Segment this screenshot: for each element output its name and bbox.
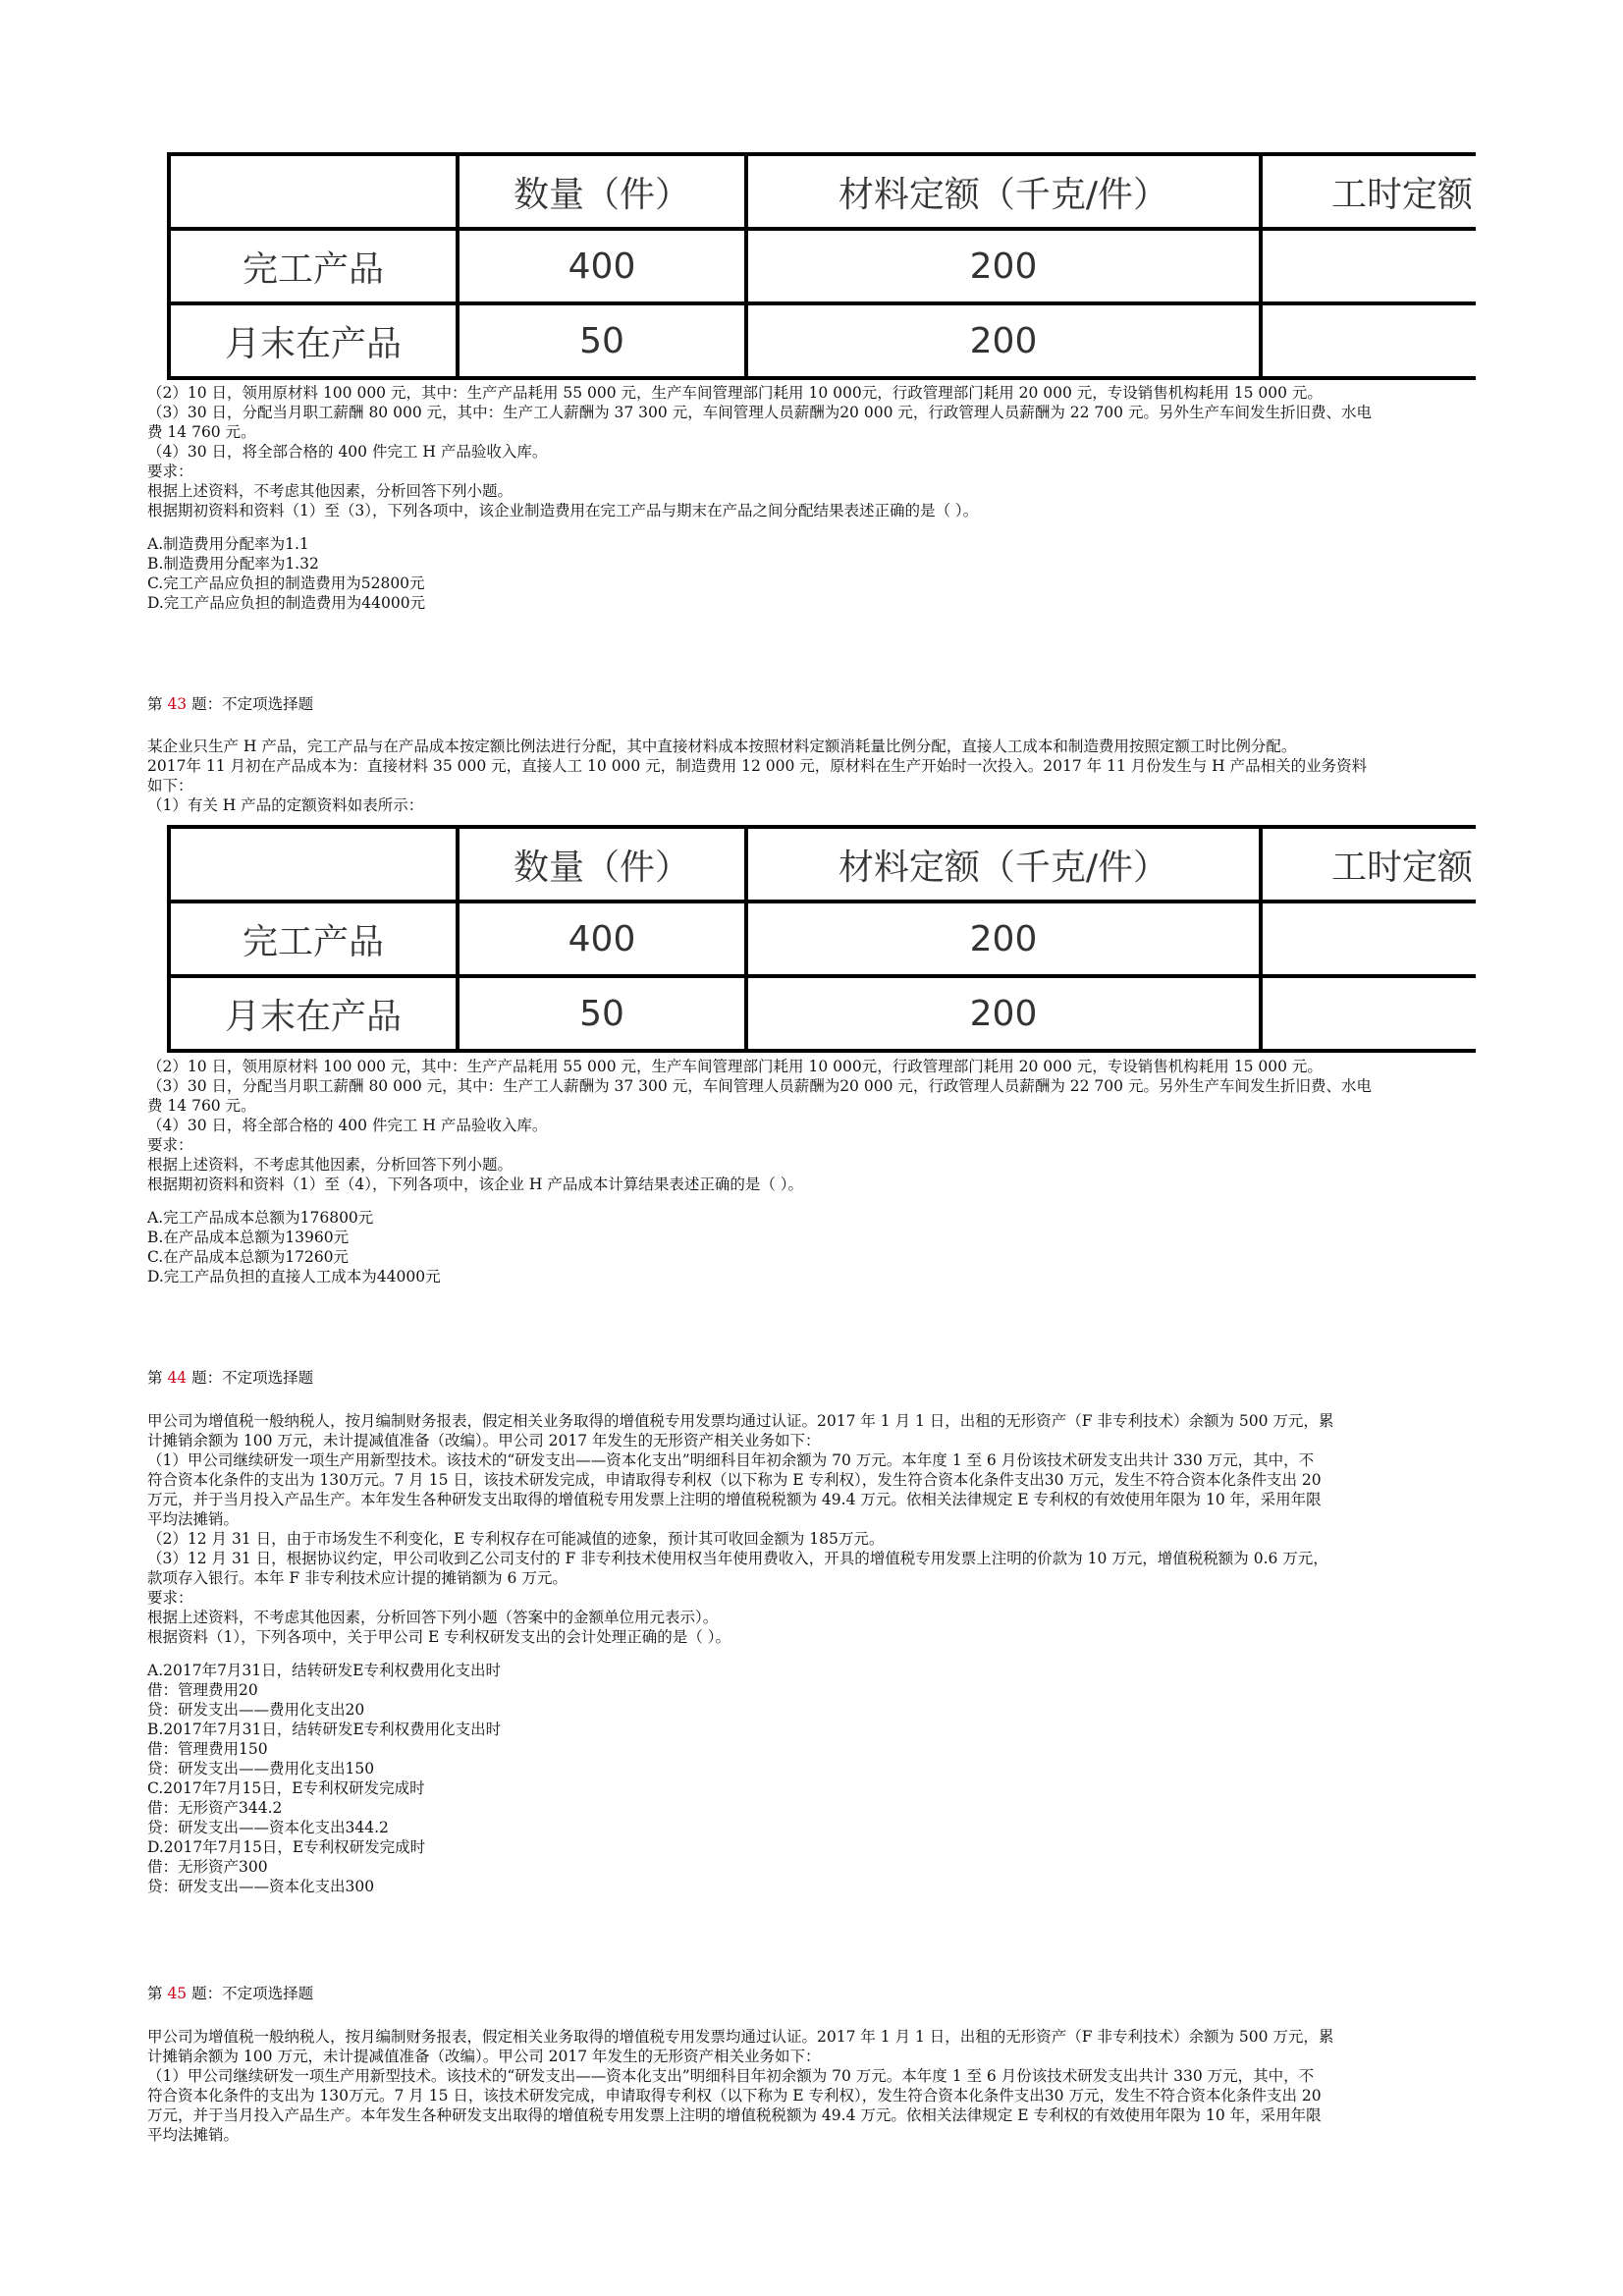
answer-option: A.制造费用分配率为1.1 bbox=[147, 535, 309, 553]
text-line: （1）有关 H 产品的定额资料如表所示： bbox=[147, 796, 424, 814]
table-header-row bbox=[169, 827, 1476, 902]
table-row bbox=[169, 303, 1476, 378]
text-line: 根据上述资料，不考虑其他因素，分析回答下列小题（答案中的金额单位用元表示）。 bbox=[147, 1609, 719, 1626]
answer-option: 贷：研发支出——资本化支出300 bbox=[147, 1878, 375, 1895]
answer-option: 借：管理费用20 bbox=[147, 1681, 258, 1699]
table-header-cell: 材料定额（千克/件） bbox=[746, 154, 1261, 229]
table-header-row bbox=[169, 154, 1476, 229]
text-line: 要求： bbox=[147, 1136, 193, 1154]
table-cell bbox=[1261, 229, 1476, 303]
question-number: 44 bbox=[167, 1369, 188, 1387]
question-number: 45 bbox=[167, 1985, 188, 2002]
text-line: （4）30 日，将全部合格的 400 件完工 H 产品验收入库。 bbox=[147, 443, 548, 461]
table-cell: 400 bbox=[458, 902, 746, 976]
table-cell: 完工产品 bbox=[169, 902, 458, 976]
text-line: （2）10 日，领用原材料 100 000 元，其中：生产产品耗用 55 000 元，生产车间管理部门耗用 10 000元，行政管理部门耗用 20 000 元，专设销售机构耗用 15 000 元。 bbox=[147, 1058, 1323, 1075]
text-line: 计摊销余额为 100 万元，未计提减值准备（改编）。甲公司 2017 年发生的无形资产相关业务如下： bbox=[147, 2048, 821, 2065]
text-line: 根据上述资料，不考虑其他因素，分析回答下列小题。 bbox=[147, 1156, 514, 1174]
text-line: （4）30 日，将全部合格的 400 件完工 H 产品验收入库。 bbox=[147, 1117, 548, 1134]
text-line: （1）甲公司继续研发一项生产用新型技术。该技术的“研发支出——资本化支出”明细科目年初余额为 70 万元。本年度 1 至 6 月份该技术研发支出共计 330 万元，其中，不 bbox=[147, 2067, 1315, 2085]
text-line: （2）10 日，领用原材料 100 000 元，其中：生产产品耗用 55 000 元，生产车间管理部门耗用 10 000元，行政管理部门耗用 20 000 元，专设销售机构耗用 15 000 元。 bbox=[147, 384, 1323, 402]
quota-table-1 bbox=[167, 152, 1476, 383]
table-header-cell bbox=[169, 154, 458, 229]
text-line: 符合资本化条件的支出为 130万元。7 月 15 日，该技术研发完成，申请取得专利权（以下称为 E 专利权），发生符合资本化条件支出30 万元，发生不符合资本化条件支出 20 bbox=[147, 1471, 1322, 1489]
answer-option: 贷：研发支出——费用化支出150 bbox=[147, 1760, 375, 1777]
table-header-cell bbox=[169, 827, 458, 902]
question-45-heading: 第 45 题：不定项选择题 bbox=[147, 1985, 314, 2002]
table-cell: 400 bbox=[458, 229, 746, 303]
table-cell: 200 bbox=[746, 902, 1261, 976]
text-line: 费 14 760 元。 bbox=[147, 1097, 256, 1115]
answer-option: D.完工产品负担的直接人工成本为44000元 bbox=[147, 1268, 441, 1285]
question-43-heading: 第 43 题：不定项选择题 bbox=[147, 695, 314, 713]
text-line: 甲公司为增值税一般纳税人，按月编制财务报表，假定相关业务取得的增值税专用发票均通过认证。2017 年 1 月 1 日，出租的无形资产（F 非专利技术）余额为 500 万元，累 bbox=[147, 1412, 1334, 1430]
table-cell: 200 bbox=[746, 976, 1261, 1051]
text-line: 计摊销余额为 100 万元，未计提减值准备（改编）。甲公司 2017 年发生的无形资产相关业务如下： bbox=[147, 1432, 821, 1449]
answer-option: D.完工产品应负担的制造费用为44000元 bbox=[147, 594, 426, 612]
answer-option: B.2017年7月31日，结转研发E专利权费用化支出时 bbox=[147, 1721, 502, 1738]
answer-option: 贷：研发支出——资本化支出344.2 bbox=[147, 1819, 389, 1836]
table-header-cell: 材料定额（千克/件） bbox=[746, 827, 1261, 902]
question-43-body bbox=[147, 1057, 1478, 1286]
table-cell bbox=[1261, 902, 1476, 976]
question-44-heading: 第 44 题：不定项选择题 bbox=[147, 1369, 314, 1387]
table-header-cell: 工时定额 bbox=[1261, 154, 1476, 229]
table-cell bbox=[1261, 303, 1476, 378]
table-cell: 月末在产品 bbox=[169, 303, 458, 378]
table-row bbox=[169, 976, 1476, 1051]
table-header-cell: 数量（件） bbox=[458, 154, 746, 229]
text-line: 万元，并于当月投入产品生产。本年发生各种研发支出取得的增值税专用发票上注明的增值税税额为 49.4 万元。依相关法律规定 E 专利权的有效使用年限为 10 年，采用年限 bbox=[147, 1491, 1322, 1508]
table-cell: 50 bbox=[458, 303, 746, 378]
answer-option: 借：无形资产344.2 bbox=[147, 1799, 283, 1817]
text-line: 费 14 760 元。 bbox=[147, 423, 256, 441]
table-header-cell: 工时定额 bbox=[1261, 827, 1476, 902]
text-line: （3）30 日，分配当月职工薪酬 80 000 元，其中：生产工人薪酬为 37 300 元，车间管理人员薪酬为20 000 元，行政管理人员薪酬为 22 700 元。另外生产车间发生折旧费、水电 bbox=[147, 404, 1372, 421]
table-cell: 完工产品 bbox=[169, 229, 458, 303]
table-cell: 200 bbox=[746, 229, 1261, 303]
text-line: 要求： bbox=[147, 1589, 193, 1607]
answer-option: 借：无形资产300 bbox=[147, 1858, 268, 1876]
question-44-body bbox=[147, 1411, 1478, 1896]
text-line: 2017年 11 月初在产品成本为：直接材料 35 000 元，直接人工 10 000 元，制造费用 12 000 元，原材料在生产开始时一次投入。2017 年 11 月份发生与 H 产品相关的业务资料 bbox=[147, 757, 1368, 775]
table-row bbox=[169, 902, 1476, 976]
text-line: 平均法摊销。 bbox=[147, 1510, 240, 1528]
text-line: 平均法摊销。 bbox=[147, 2126, 240, 2144]
answer-option: B.在产品成本总额为13960元 bbox=[147, 1229, 350, 1246]
text-line: 万元，并于当月投入产品生产。本年发生各种研发支出取得的增值税专用发票上注明的增值税税额为 49.4 万元。依相关法律规定 E 专利权的有效使用年限为 10 年，采用年限 bbox=[147, 2106, 1322, 2124]
answer-option: B.制造费用分配率为1.32 bbox=[147, 555, 319, 573]
text-line: （3）30 日，分配当月职工薪酬 80 000 元，其中：生产工人薪酬为 37 300 元，车间管理人员薪酬为20 000 元，行政管理人员薪酬为 22 700 元。另外生产车间发生折旧费、水电 bbox=[147, 1077, 1372, 1095]
text-line: 某企业只生产 H 产品，完工产品与在产品成本按定额比例法进行分配，其中直接材料成本按照材料定额消耗量比例分配，直接人工成本和制造费用按照定额工时比例分配。 bbox=[147, 738, 1297, 755]
question-45-body bbox=[147, 2027, 1478, 2145]
question-42-body bbox=[147, 383, 1478, 613]
quota-table-2 bbox=[167, 825, 1476, 1056]
question-number: 43 bbox=[167, 695, 188, 713]
text-line: （1）甲公司继续研发一项生产用新型技术。该技术的“研发支出——资本化支出”明细科目年初余额为 70 万元。本年度 1 至 6 月份该技术研发支出共计 330 万元，其中，不 bbox=[147, 1451, 1315, 1469]
text-line: （3）12 月 31 日，根据协议约定，甲公司收到乙公司支付的 F 非专利技术使用权当年使用费收入，开具的增值税专用发票上注明的价款为 10 万元，增值税税额为 0.6 万元， bbox=[147, 1550, 1328, 1567]
table-row bbox=[169, 229, 1476, 303]
table-cell: 50 bbox=[458, 976, 746, 1051]
table-cell: 200 bbox=[746, 303, 1261, 378]
text-line: 要求： bbox=[147, 463, 193, 480]
question-prompt: 根据资料（1），下列各项中，关于甲公司 E 专利权研发支出的会计处理正确的是（ ）。 bbox=[147, 1628, 730, 1646]
question-prompt: 根据期初资料和资料（1）至（4），下列各项中，该企业 H 产品成本计算结果表述正确的是（ ）。 bbox=[147, 1175, 804, 1193]
text-line: 甲公司为增值税一般纳税人，按月编制财务报表，假定相关业务取得的增值税专用发票均通过认证。2017 年 1 月 1 日，出租的无形资产（F 非专利技术）余额为 500 万元，累 bbox=[147, 2028, 1334, 2046]
answer-option: A.2017年7月31日，结转研发E专利权费用化支出时 bbox=[147, 1662, 501, 1679]
answer-option: A.完工产品成本总额为176800元 bbox=[147, 1209, 374, 1227]
text-line: 符合资本化条件的支出为 130万元。7 月 15 日，该技术研发完成，申请取得专利权（以下称为 E 专利权），发生符合资本化条件支出30 万元，发生不符合资本化条件支出 20 bbox=[147, 2087, 1322, 2105]
answer-option: C.在产品成本总额为17260元 bbox=[147, 1248, 350, 1266]
question-43-intro bbox=[147, 737, 1478, 815]
text-line: 如下： bbox=[147, 777, 193, 794]
text-line: （2）12 月 31 日，由于市场发生不利变化，E 专利权存在可能减值的迹象，预计其可收回金额为 185万元。 bbox=[147, 1530, 885, 1548]
answer-option: 借：管理费用150 bbox=[147, 1740, 268, 1758]
question-prompt: 根据期初资料和资料（1）至（3），下列各项中，该企业制造费用在完工产品与期末在产品之间分配结果表述正确的是（ ）。 bbox=[147, 502, 979, 519]
answer-option: C.2017年7月15日，E专利权研发完成时 bbox=[147, 1779, 425, 1797]
answer-option: C.完工产品应负担的制造费用为52800元 bbox=[147, 574, 425, 592]
answer-option: D.2017年7月15日，E专利权研发完成时 bbox=[147, 1838, 426, 1856]
table-cell bbox=[1261, 976, 1476, 1051]
text-line: 款项存入银行。本年 F 非专利技术应计提的摊销额为 6 万元。 bbox=[147, 1569, 568, 1587]
table-cell: 月末在产品 bbox=[169, 976, 458, 1051]
text-line: 根据上述资料，不考虑其他因素，分析回答下列小题。 bbox=[147, 482, 514, 500]
answer-option: 贷：研发支出——费用化支出20 bbox=[147, 1701, 365, 1719]
table-header-cell: 数量（件） bbox=[458, 827, 746, 902]
